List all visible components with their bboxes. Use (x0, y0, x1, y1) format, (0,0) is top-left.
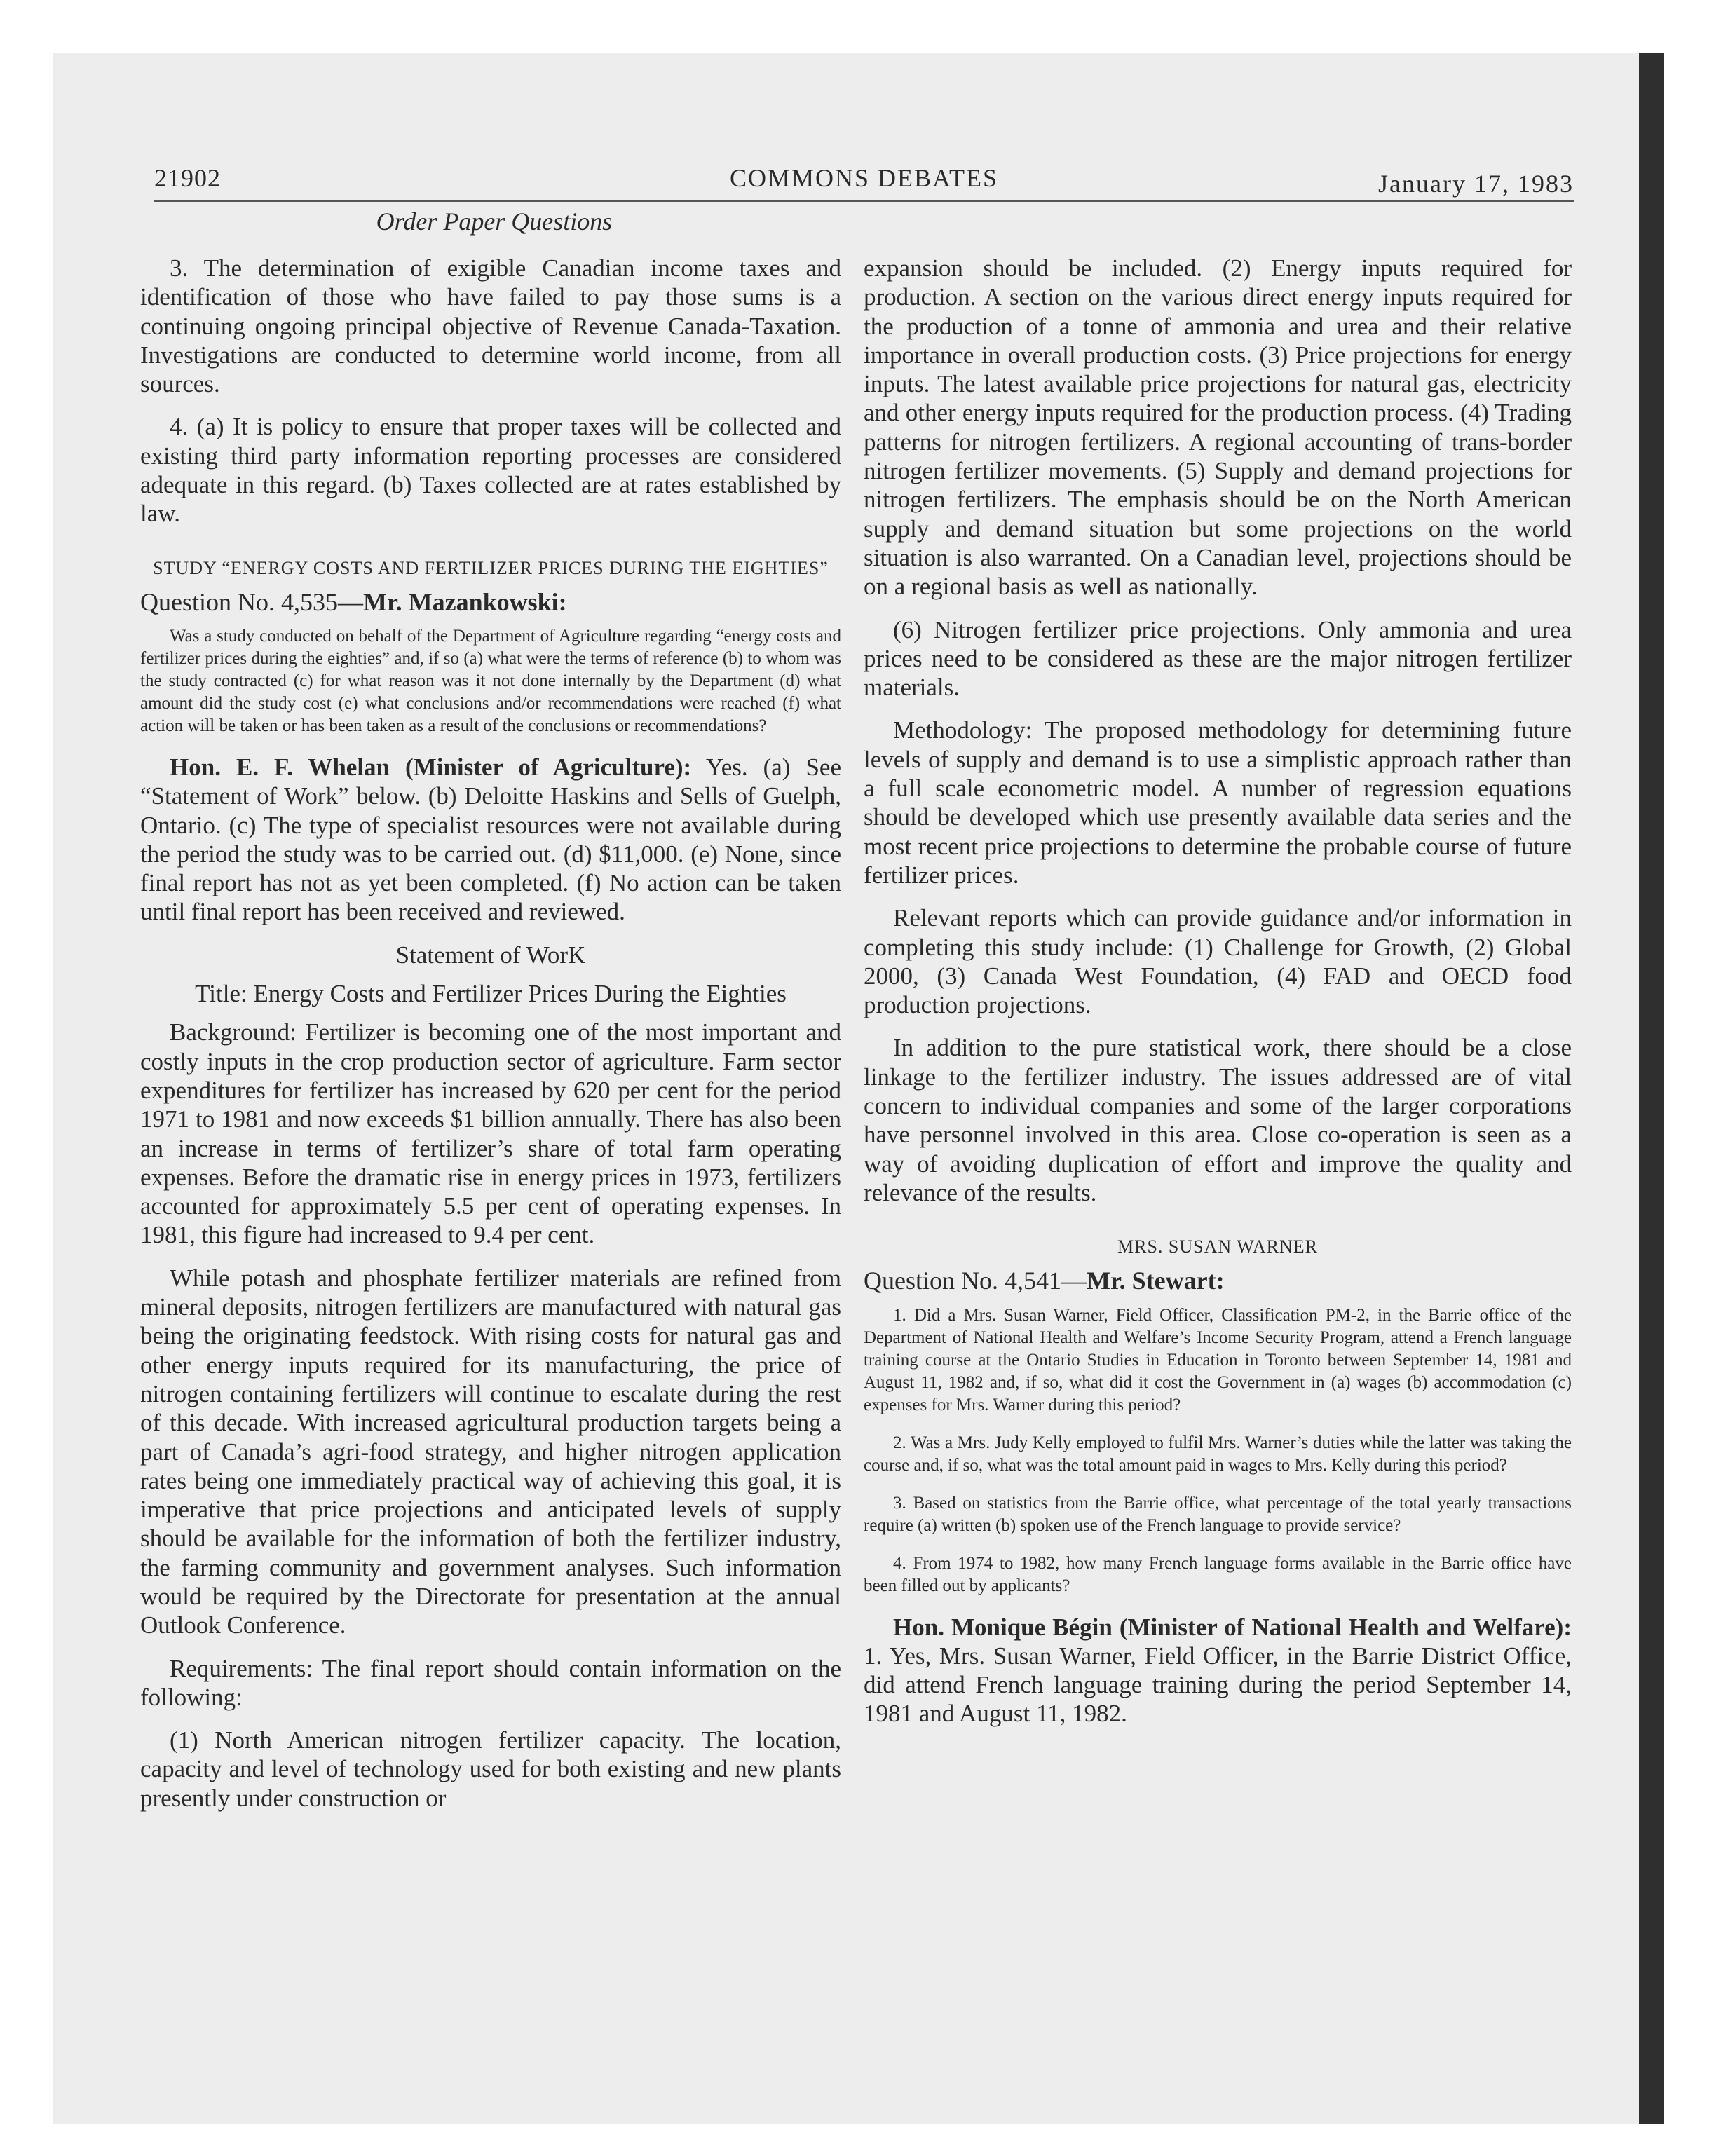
answer-paragraph (140, 753, 841, 927)
question-part-4: 4. From 1974 to 1982, how many French language forms available in the Barrie office have been filled out by applicants? (864, 1553, 1572, 1595)
question-member-2: Mr. Stewart: (1087, 1267, 1225, 1295)
question-text: Was a study conducted on behalf of the Department of Agriculture regarding “energy costs and fertilizer prices during the eighties” and, if so (a) what were the terms of reference (b) to whom was the study contracted (c) for what reason was it not done internally by the Department (d) what amount did the study cost (e) what conclusions and/or recommendations were reached (f) what action will be taken or has been taken as a result of the conclusions or recommendations? (140, 626, 841, 735)
answer-paragraph-3: 3. The determination of exigible Canadian income taxes and identification of those who have failed to pay those sums is a continuing ongoing principal objective of Revenue Canada-Taxation. Investigations are conducted to determine world income, from all sources. (140, 254, 841, 398)
statement-title: Title: Energy Costs and Fertilizer Prices During the Eighties (195, 980, 787, 1008)
answer-paragraph-2 (864, 1613, 1572, 1728)
reports-paragraph: Relevant reports which can provide guidance and/or information in completing this study include: (1) Challenge for Growth, (2) Global 2000, (3) Canada West Foundation, (4) FAD and OECD food production projections. (864, 904, 1572, 1019)
methodology-paragraph: Methodology: The proposed methodology for determining future levels of supply and demand is to use a simplistic approach rather than a full scale econometric model. A number of regression equations should be developed which use presently available data series and the most recent price projections to determine the probable course of future fertilizer prices. (864, 716, 1572, 889)
answer-paragraph-4: 4. (a) It is policy to ensure that proper taxes will be collected and existing third party information reporting processes are considered adequate in this regard. (b) Taxes collected are at rates established by law. (140, 413, 841, 528)
question-heading (140, 588, 841, 617)
answer-text-2: 1. Yes, Mrs. Susan Warner, Field Officer, in the Barrie District Office, did attend French language training during the period September 14, 1981 and August 11, 1982. (864, 1642, 1572, 1728)
requirements-continued: expansion should be included. (2) Energy inputs required for production. A section on the various direct energy inputs required for the production of a tonne of ammonia and urea and their relative importance in overall production costs. (3) Price projections for energy inputs. The latest available price projections for natural gas, electricity and other energy inputs required for the production process. (4) Trading patterns for nitrogen fertilizers. A regional accounting of trans-border nitrogen fertilizer movements. (5) Supply and demand projections for nitrogen fertilizers. The emphasis should be on the North American supply and demand situation but some projections on the world situation is also warranted. On a Canadian level, projections should be on a regional basis as well as nationally. (864, 254, 1572, 601)
section-title: Order Paper Questions (376, 207, 613, 236)
right-column (864, 254, 1572, 1742)
question-part-3: 3. Based on statistics from the Barrie office, what percentage of the total yearly transactions require (a) written (b) spoken use of the French language to provide service? (864, 1493, 1572, 1535)
question-number-2: Question No. 4,541— (864, 1267, 1087, 1295)
left-column (140, 254, 841, 1827)
question-heading-2 (864, 1267, 1572, 1295)
price-projections-paragraph: (6) Nitrogen fertilizer price projections. Only ammonia and urea prices need to be considered as these are the major nitrogen fertilizer materials. (864, 615, 1572, 702)
running-header (154, 158, 1574, 202)
question-part-2: 2. Was a Mrs. Judy Kelly employed to fulfil Mrs. Warner’s duties while the latter was taking the course and, if so, what was the total amount paid in wages to Mrs. Kelly during this period? (864, 1433, 1572, 1475)
question-number: Question No. 4,535— (140, 587, 363, 616)
answer-text: Yes. (a) See “Statement of Work” below. (b) Deloitte Haskins and Sells of Guelph, Ontario. (c) The type of specialist resources were not available during the period the study was to be carried out. (d) $11,000. (e) None, since final report has not as yet been completed. (f) No action can be taken until final report has been received and reviewed. (140, 753, 841, 926)
answer-speaker: Hon. E. F. Whelan (Minister of Agriculture): (170, 753, 692, 781)
question-part-1: 1. Did a Mrs. Susan Warner, Field Officer, Classification PM-2, in the Barrie office of the Department of National Health and Welfare’s Income Security Program, attend a French language training course at the Ontario Studies in Education in Toronto between September 14, 1981 and August 11, 1982 and, if so, what did it cost the Government in (a) wages (b) accommodation (c) expenses for Mrs. Warner during this period? (864, 1305, 1572, 1414)
study-heading: STUDY “ENERGY COSTS AND FERTILIZER PRICES DURING THE EIGHTIES” (153, 557, 829, 578)
publication-title: COMMONS DEBATES (729, 164, 999, 192)
page-number: 21902 (154, 164, 221, 192)
warner-heading: MRS. SUSAN WARNER (1117, 1236, 1318, 1257)
issue-date: January 17, 1983 (1378, 170, 1574, 198)
linkage-paragraph: In addition to the pure statistical work, there should be a close linkage to the fertilizer industry. The issues addressed are of vital concern to individual companies and some of the larger corporations have personnel involved in this area. Close co-operation is seen as a way of avoiding duplication of effort and improve the quality and relevance of the results. (864, 1034, 1572, 1206)
statement-of-work-heading: Statement of WorK (395, 941, 586, 969)
question-member: Mr. Mazankowski: (363, 587, 567, 616)
background-paragraph: Background: Fertilizer is becoming one of the most important and costly inputs in the crop production sector of agriculture. Farm sector expenditures for fertilizer has increased by 620 per cent for the period 1971 to 1981 and now exceeds $1 billion annually. There has also been an increase in terms of fertilizer’s share of total farm operating expenses. Before the dramatic rise in energy prices in 1973, fertilizers accounted for approximately 5.5 per cent of operating expenses. In 1981, this figure had increased to 9.4 per cent. (140, 1018, 841, 1249)
requirements-paragraph: Requirements: The final report should contain information on the following: (140, 1654, 841, 1711)
requirement-1-paragraph: (1) North American nitrogen fertilizer capacity. The location, capacity and level of technology used for both existing and new plants presently under construction or (140, 1726, 841, 1812)
potash-paragraph: While potash and phosphate fertilizer materials are refined from mineral deposits, nitrogen fertilizers are manufactured with natural gas being the originating feedstock. With rising costs for natural gas and other energy inputs required for its manufacturing, the price of nitrogen containing fertilizers will continue to escalate during the rest of this decade. With increased agricultural production targets being a part of Canada’s agri-food strategy, and higher nitrogen application rates being one immediately practical way of achieving this goal, it is imperative that price projections and anticipated levels of supply should be available for the information of both the fertilizer industry, the farming community and government analyses. Such information would be required by the Directorate for presentation at the annual Outlook Conference. (140, 1264, 841, 1639)
answer-speaker-2: Hon. Monique Bégin (Minister of National Health and Welfare): (893, 1613, 1572, 1641)
book-spine-shadow (1639, 53, 1664, 2124)
